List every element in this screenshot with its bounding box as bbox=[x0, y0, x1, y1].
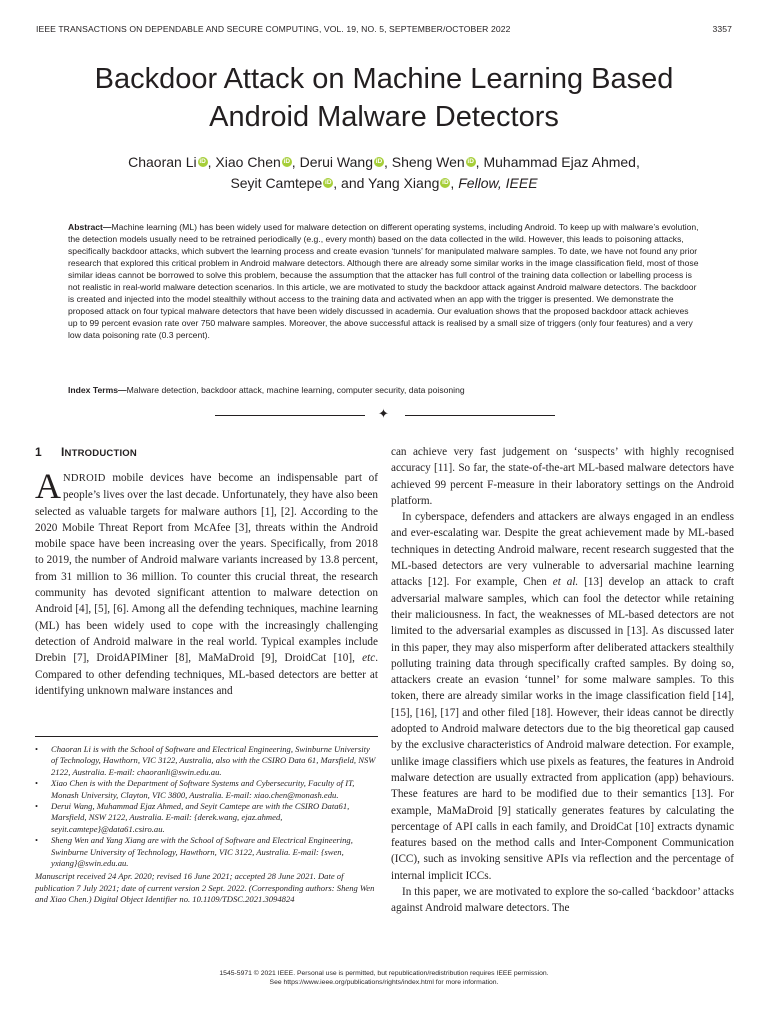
section-title-initial: I bbox=[61, 445, 65, 459]
copyright-notice bbox=[140, 969, 628, 987]
footnote-text: Derui Wang, Muhammad Ejaz Ahmed, and Seyit Camtepe are with the CSIRO Data61, Marsfield, NSW 2122, Australia. E-mail: {derek.wang, ejaz.ahmed, seyit.camtepe}@data61.csiro.au. bbox=[51, 801, 350, 834]
footnote-item bbox=[35, 835, 378, 869]
et-al-italic: et al. bbox=[552, 576, 579, 589]
copyright-line-2: See https://www.ieee.org/publications/rights/index.html for more information. bbox=[269, 979, 499, 986]
paragraph-text: mobile devices have become an indispensable part of people’s lives over the last decade. Unfortunately, they have also been selected as valuable targets for malware authors [1], [2]. According to the 2020 Mobile Threat Report from McAfee [3], threats within the Android mobile space have been increasing over the years. Specifically, from 2018 to 2019, the number of Android malware variants increased by 13.8 percent, from 31 million to 36 million. To counter this crucial threat, the research community has devoted significant attention to malware detection on Android [4], [5], [6]. Among all the defending techniques, machine learning (ML) has been widely used to cope with the increasingly challenging detection of Android malware in the real world. Typical examples include Drebin [7], DroidAPIMiner [8], MaMaDroid [9], DroidCat [10], bbox=[35, 472, 379, 665]
title-line-2: Android Malware Detectors bbox=[209, 101, 559, 133]
paragraph-text: [13] develop an attack to craft adversarial malware samples, which can fool the detector while retaining their maliciousness. In fact, the weaknesses of ML-based detectors are not limited to the adversarial examples as discussed in [13]. As discussed later in this paper, they may also misperform after deliberated attackers stealthily polluting training data through specifically crafted samples. By doing so, attackers create an evasion ‘tunnel’ for some malware samples. To this token, there are already similar works in the image classification field [14], [15], [16], [17] and other filed [18]. However, their ideas cannot be directly adopted to Android malware detectors due to the big theoretical gap caused by the exclusive characteristics of Android malware detection. For example, unlike image classifiers which use pixels as features, the features in Android malware detection are usually extracted from application (app) behaviours. These features are hard to be modified due to their semantics [13]. For example, MaMaDroid [9] statically generates features by calculating the percentage of API calls in each family, and DroidCat [10] extracts dynamic features based on the method calls and Inter-Component Communication (ICC), such as invoking sensitive APIs via reflection and the percentage of internal implicit ICCs. bbox=[391, 576, 735, 882]
author-name: Chaoran Li bbox=[128, 154, 197, 170]
footnote-item bbox=[35, 801, 378, 835]
section-title-rest: NTRODUCTION bbox=[64, 448, 137, 459]
author-name: Derui Wang bbox=[299, 154, 373, 170]
author-name: Sheng Wen bbox=[391, 154, 465, 170]
orcid-icon[interactable]: iD bbox=[375, 158, 383, 165]
bullet-icon: • bbox=[35, 744, 39, 754]
author-name: and Yang Xiang bbox=[341, 175, 440, 191]
divider-line-left bbox=[215, 415, 365, 416]
paper-title bbox=[40, 60, 728, 136]
running-header bbox=[36, 24, 732, 38]
footnote-item bbox=[35, 778, 378, 801]
index-terms-text: Malware detection, backdoor attack, machine learning, computer security, data poisoning bbox=[126, 385, 465, 395]
orcid-icon[interactable]: iD bbox=[467, 158, 474, 165]
orcid-icon[interactable]: iD bbox=[199, 158, 206, 165]
intro-paragraph bbox=[35, 466, 379, 699]
author-list: Chaoran Li iD , Xiao Chen iD , Derui Wang iD , Sheng Wen iD , Muhammad Ejaz Ahmed, Seyit Camtepe iD , and Yang Xiang iD , Fellow, IEEE bbox=[128, 154, 640, 191]
footnote-text: Chaoran Li is with the School of Software and Electrical Engineering, Swinburne University of Technology, Hawthorn, VIC 3122, Australia, also with the CSIRO Data 61, Marsfield, NSW 2122, Australia. E-mail: chaoranli@swin.edu.au. bbox=[51, 744, 376, 777]
divider-line-right bbox=[405, 415, 555, 416]
paragraph: can achieve very fast judgement on ‘suspects’ with highly recognised accuracy [11]. So far, the state-of-the-art ML-based malware detectors have achieved 99 percent F-measure in their laboratory settings on the Android platform. bbox=[391, 446, 734, 507]
right-column bbox=[391, 444, 734, 917]
footnote-item bbox=[35, 744, 378, 778]
paragraph: In this paper, we are motivated to explore the so-called ‘backdoor’ attacks against Android malware detectors. The bbox=[391, 886, 734, 915]
paragraph-text: In cyberspace, defenders and attackers are always engaged in an endless and ever-escalating war. Despite the great achievement made by ML-based techniques in detecting Android malware, recent research suggested that the ML-based detectors are very vulnerable to adversarial machine learning attacks [12]. For example, Chen bbox=[391, 511, 734, 589]
footnote-rule bbox=[35, 736, 378, 737]
index-terms-label: Index Terms— bbox=[68, 385, 127, 395]
orcid-icon[interactable]: iD bbox=[325, 179, 332, 186]
paragraph bbox=[391, 509, 734, 884]
section-heading bbox=[35, 444, 378, 462]
bullet-icon: • bbox=[35, 778, 39, 789]
author-name: Xiao Chen bbox=[215, 154, 281, 170]
orcid-icon[interactable]: iD bbox=[442, 179, 449, 186]
abstract-label: Abstract— bbox=[68, 222, 112, 232]
manuscript-info: Manuscript received 24 Apr. 2020; revised 16 June 2021; accepted 28 June 2021. Date of publication 7 July 2021; date of current version 2 Sept. 2022. (Corresponding authors: Sheng Wen and Xiao Chen.) Digital Object Identifier no. 10.1109/TDSC.2021.3094824 bbox=[35, 871, 375, 905]
divider-star-icon: ✦ bbox=[378, 406, 389, 421]
left-column bbox=[35, 444, 378, 699]
author-name: Seyit Camtepe bbox=[230, 175, 323, 191]
index-terms bbox=[68, 384, 700, 396]
section-divider bbox=[215, 406, 555, 421]
small-caps-word: NDROID bbox=[63, 473, 106, 484]
copyright-line-1: 1545-5971 © 2021 IEEE. Personal use is permitted, but republication/redistribution requires IEEE permission. bbox=[219, 970, 549, 977]
page-number: 3357 bbox=[712, 24, 732, 34]
drop-cap: A bbox=[35, 466, 61, 506]
journal-name: IEEE TRANSACTIONS ON DEPENDABLE AND SECURE COMPUTING, VOL. 19, NO. 5, SEPTEMBER/OCTOBER 2022 bbox=[36, 24, 511, 34]
section-number: 1 bbox=[35, 445, 42, 459]
abstract-text: Machine learning (ML) has been widely used for malware detection on different operating systems, including Android. To keep up with malware’s evolution, the detection models usually need to be retrained periodically (e.g., every month) based on the data collected in the wild. However, this leads to poisoning attacks, specifically backdoor attacks, which subvert the learning process and create evasion ‘tunnels’ for manipulated malware samples. To date, we have not found any prior research that explored this critical problem in Android malware detectors. Although there are already some similar works in the image classification field, most of those similar ideas cannot be borrowed to solve this problem, because the assumption that the attacker has full control of the training data collection or labelling process is not realistic in real-world malware detection scenarios. In this article, we are motivated to study the backdoor attack against Android malware detectors. The backdoor is created and injected into the model stealthily without access to the training data and activated when an app with the trigger is presented. We demonstrate the proposed attack on four typical malware detectors that have been widely discussed in academia. Our evaluation shows that the proposed backdoor attack achieves up to 99 percent evasion rate over 750 malware samples. Moreover, the above successful attack is realised by a small size of triggers (only four features) and a very low data poisoning rate (0.3 percent). bbox=[68, 222, 699, 341]
footnotes bbox=[35, 744, 378, 906]
orcid-icon[interactable]: iD bbox=[283, 158, 291, 165]
title-line-1: Backdoor Attack on Machine Learning Based bbox=[94, 63, 674, 95]
abstract bbox=[68, 221, 700, 341]
author-name: Muhammad Ejaz Ahmed, bbox=[483, 154, 640, 170]
bullet-icon: • bbox=[35, 835, 39, 846]
etc-italic: etc bbox=[362, 652, 376, 665]
bullet-icon: • bbox=[35, 801, 39, 812]
footnote-text: Sheng Wen and Yang Xiang are with the School of Software and Electrical Engineering, Swinburne University of Technology, Hawthorn, VIC 3122, Australia. E-mail: {swen, yxiang}@swin.edu.au. bbox=[51, 835, 353, 869]
author-title: Fellow, IEEE bbox=[458, 175, 538, 191]
footnote-text: Xiao Chen is with the Department of Software Systems and Cybersecurity, Faculty of IT, Monash University, Clayton, VIC 3800, Australia. E-mail: xiao.chen@monash.edu. bbox=[51, 778, 355, 800]
paragraph-text-end: . Compared to other defending techniques, ML-based detectors are better at identifying unknown malware instances and bbox=[35, 652, 378, 697]
